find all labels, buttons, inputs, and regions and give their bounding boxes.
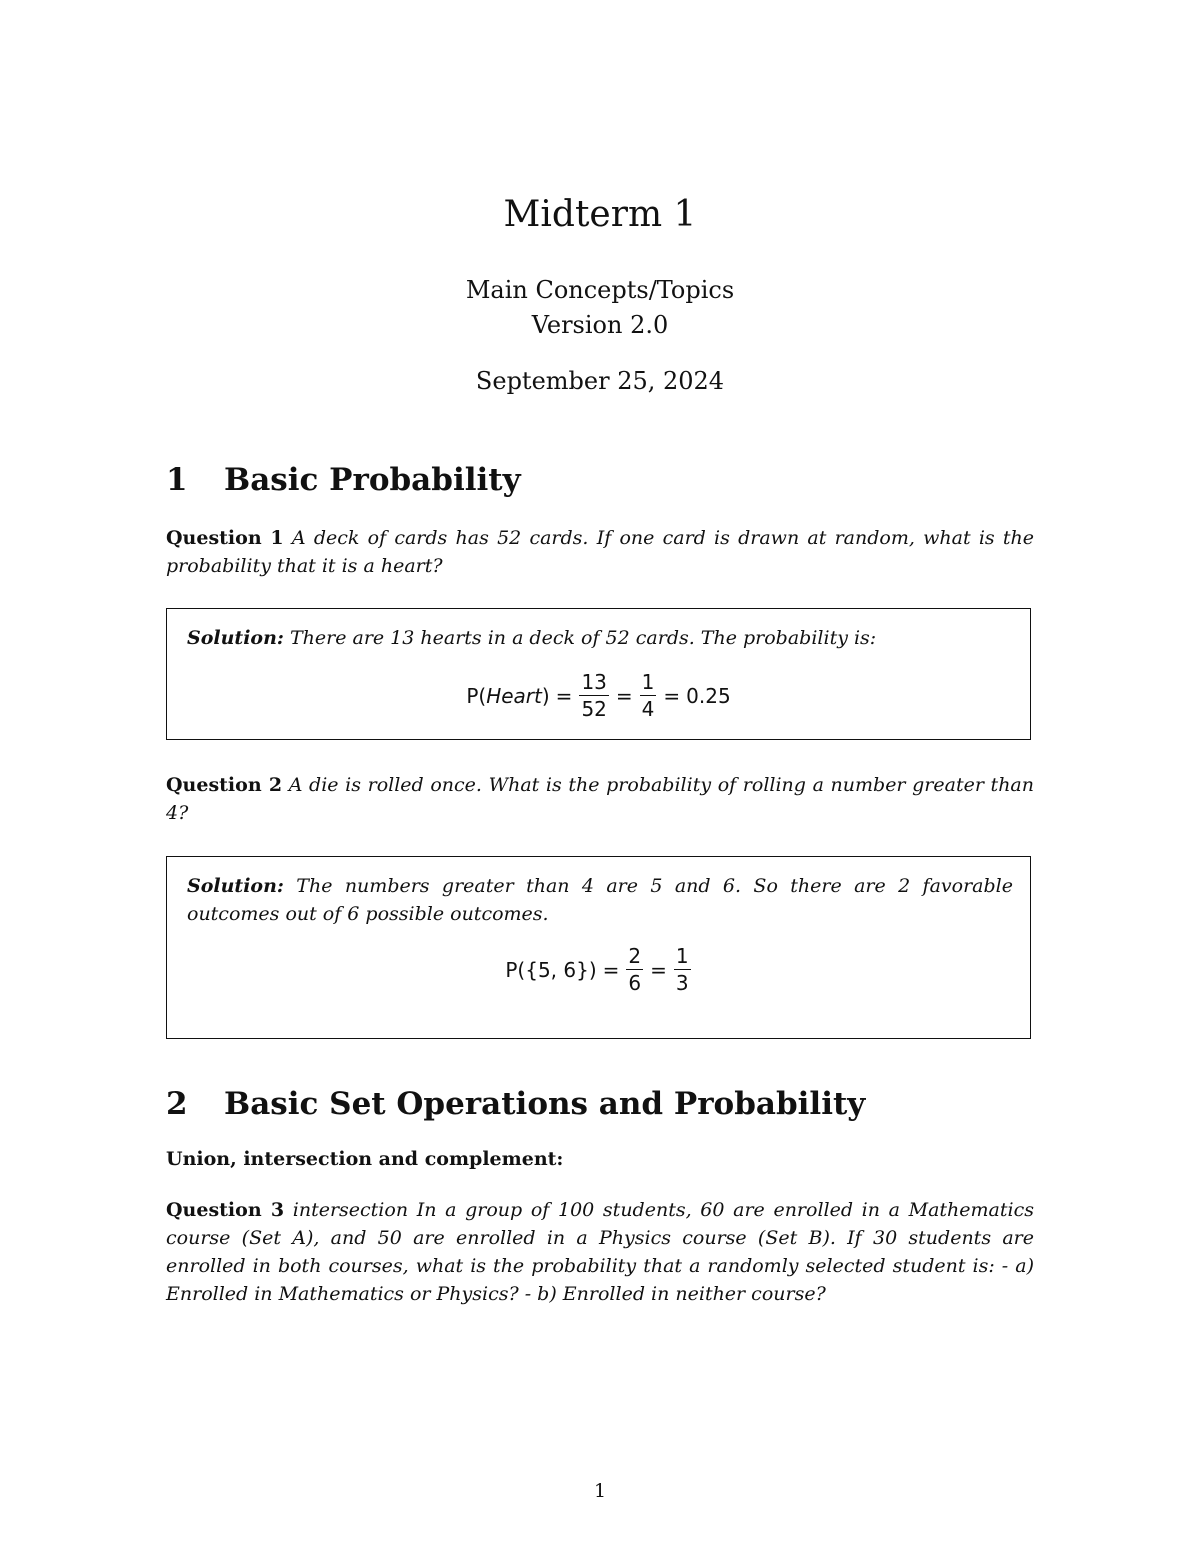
fraction-numerator: 2 (628, 944, 642, 968)
fraction (674, 945, 691, 994)
document-version: Version 2.0 (531, 311, 669, 339)
section-heading-set-operations (166, 1086, 865, 1122)
equals-sign: = (555, 683, 573, 708)
solution-box-2 (166, 856, 1031, 1039)
solution-equation (167, 671, 1030, 720)
question-2 (166, 771, 1034, 827)
question-text: intersection In a group of 100 students, 60 are enrolled in a Mathematics course (Set A), and 50 are enrolled in a Physics course (Set B). If 30 students are enrolled in both courses, what is the probability that a randomly selected student is: - a) Enrolled in Mathematics or Physics? - b) Enrolled in neither course? (166, 1199, 1034, 1305)
solution-body: The numbers greater than 4 are 5 and 6. So there are 2 favorable outcomes out of 6 possible outcomes. (187, 875, 1013, 925)
question-text: A deck of cards has 52 cards. If one card is drawn at random, what is the probability that it is a heart? (166, 527, 1034, 577)
subsection-heading: Union, intersection and complement: (166, 1148, 564, 1170)
fraction-denominator: 6 (628, 971, 642, 995)
equation-result: 0.25 (686, 683, 731, 708)
question-label: Question 2 (166, 774, 283, 796)
section-number: 1 (166, 462, 188, 498)
fraction-numerator: 1 (641, 670, 655, 694)
equation-lhs: P(Heart) (466, 683, 550, 708)
solution-text (187, 624, 1013, 652)
question-label: Question 3 (166, 1199, 285, 1221)
fraction-numerator: 13 (581, 670, 607, 694)
fraction-numerator: 1 (675, 944, 689, 968)
fraction-denominator: 3 (675, 971, 689, 995)
document-title: Midterm 1 (503, 194, 697, 235)
fraction-denominator: 52 (581, 697, 607, 721)
fraction (579, 671, 608, 720)
question-1 (166, 524, 1034, 580)
fraction-denominator: 4 (641, 697, 655, 721)
section-number: 2 (166, 1086, 188, 1122)
equals-sign: = (663, 683, 681, 708)
equals-sign: = (650, 957, 667, 982)
fraction (626, 945, 643, 994)
fraction (640, 671, 657, 720)
page-number: 1 (593, 1480, 607, 1502)
solution-box-1 (166, 608, 1031, 740)
equation-lhs: P({5, 6}) (505, 957, 597, 982)
solution-equation (167, 945, 1030, 994)
document-subtitle: Main Concepts/Topics (465, 276, 735, 304)
solution-label: Solution: (187, 875, 284, 897)
equals-sign: = (615, 683, 633, 708)
solution-text (187, 872, 1013, 928)
equals-sign: = (602, 957, 620, 982)
section-title: Basic Probability (224, 462, 521, 498)
solution-body: There are 13 hearts in a deck of 52 cards. The probability is: (289, 627, 877, 649)
section-heading-basic-probability (166, 462, 521, 498)
question-label: Question 1 (166, 527, 284, 549)
solution-label: Solution: (187, 627, 284, 649)
section-title: Basic Set Operations and Probability (224, 1086, 866, 1122)
document-date: September 25, 2024 (475, 367, 725, 395)
question-text: A die is rolled once. What is the probability of rolling a number greater than 4? (166, 774, 1034, 824)
question-3 (166, 1196, 1034, 1308)
